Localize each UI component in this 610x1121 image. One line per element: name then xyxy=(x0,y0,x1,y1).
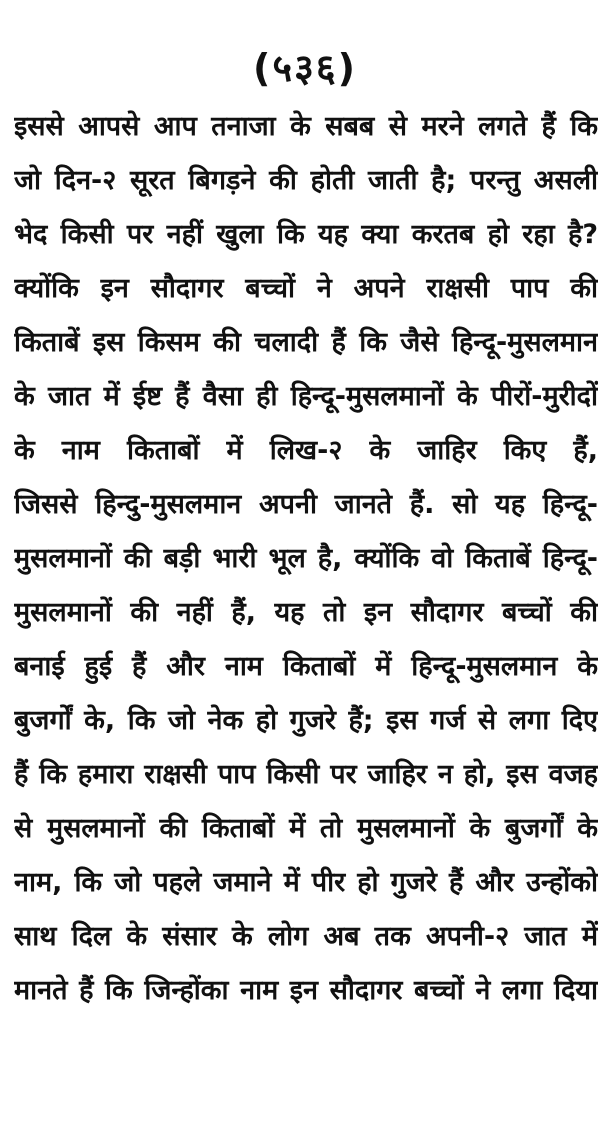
text-line-2: जो दिन-२ सूरत बिगड़ने की होती जाती है; परन्तु असली xyxy=(14,165,598,196)
text-line-11: बनाई हुई हैं और नाम किताबों में हिन्दू-मुसलमान के xyxy=(14,651,598,682)
text-line-13: हैं कि हमारा राक्षसी पाप किसी पर जाहिर न हो, इस वजह xyxy=(14,759,598,790)
body-text xyxy=(14,100,598,1018)
text-line-10: मुसलमानों की नहीं हैं, यह तो इन सौदागर बच्चों की xyxy=(14,597,598,628)
text-line-15: नाम, कि जो पहले जमाने में पीर हो गुजरे हैं और उन्होंको xyxy=(14,867,598,898)
text-line-6: के जात में ईष्ट हैं वैसा ही हिन्दू-मुसलमानों के पीरों-मुरीदों xyxy=(14,381,598,412)
text-line-4: क्योंकि इन सौदागर बच्चों ने अपने राक्षसी पाप की xyxy=(14,273,598,304)
text-line-3: भेद किसी पर नहीं खुला कि यह क्या करतब हो रहा है? xyxy=(14,219,598,250)
text-line-7: के नाम किताबों में लिख-२ के जाहिर किए हैं, xyxy=(14,435,598,466)
text-line-14: से मुसलमानों की किताबों में तो मुसलमानों के बुजर्गों के xyxy=(14,813,598,844)
text-line-1: इससे आपसे आप तनाजा के सबब से मरने लगते हैं कि xyxy=(14,111,598,142)
text-line-17: मानते हैं कि जिन्होंका नाम इन सौदागर बच्चों ने लगा दिया xyxy=(14,975,598,1006)
text-line-16: साथ दिल के संसार के लोग अब तक अपनी-२ जात में xyxy=(14,921,598,952)
text-line-12: बुजर्गों के, कि जो नेक हो गुजरे हैं; इस गर्ज से लगा दिए xyxy=(14,705,598,736)
text-line-8: जिससे हिन्दु-मुसलमान अपनी जानते हैं. सो यह हिन्दू- xyxy=(14,489,598,520)
text-line-9: मुसलमानों की बड़ी भारी भूल है, क्योंकि वो किताबें हिन्दू- xyxy=(14,543,598,574)
page-number: (५३६) xyxy=(252,46,357,90)
text-line-5: किताबें इस किसम की चलादी हैं कि जैसे हिन्दू-मुसलमान xyxy=(14,327,598,358)
